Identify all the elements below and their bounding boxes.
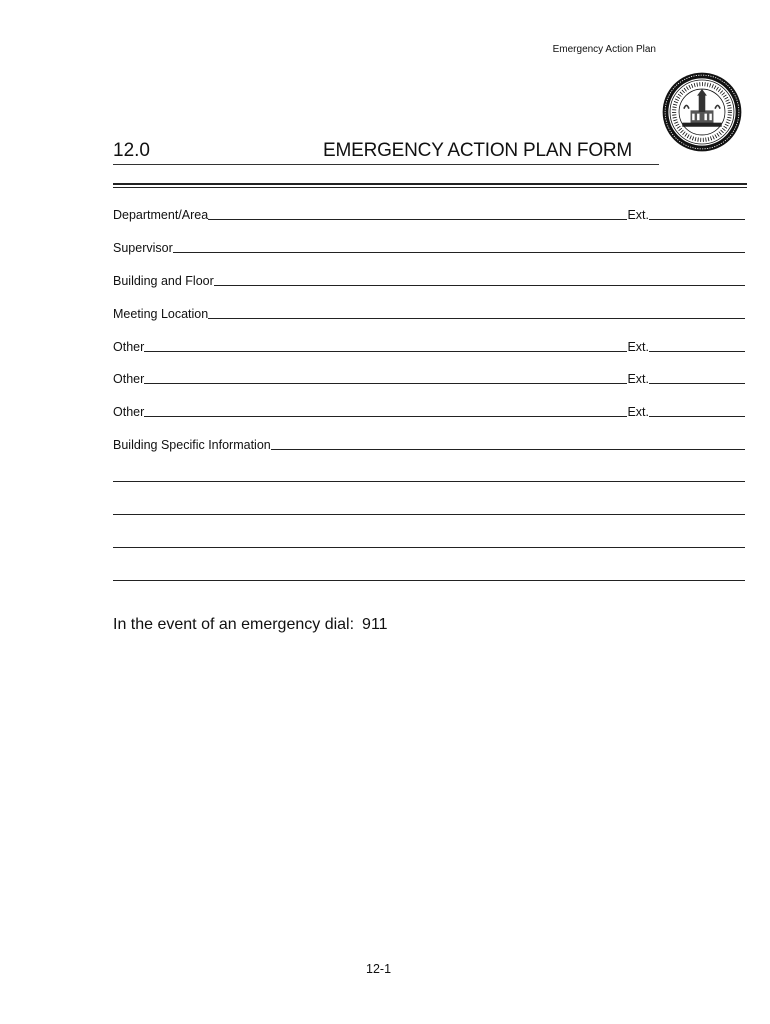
field-label: Building and Floor [113,274,214,288]
ext-blank[interactable] [649,338,745,352]
other-field-3[interactable] [113,403,745,419]
blank-writing-line[interactable] [113,547,745,548]
university-seal-icon [661,71,743,153]
field-label: Building Specific Information [113,438,271,452]
field-label: Department/Area [113,208,209,222]
supervisor-field[interactable] [113,239,745,255]
field-label: Supervisor [113,241,173,255]
field-blank[interactable] [271,436,745,450]
field-blank[interactable] [144,403,627,417]
field-blank[interactable] [208,305,745,319]
building-specific-info-field[interactable] [113,436,745,452]
title-underline [113,164,659,165]
emergency-instruction [113,616,388,634]
running-header: Emergency Action Plan [552,44,656,55]
field-label: Other [113,340,145,354]
blank-writing-line[interactable] [113,580,745,581]
ext-label: Ext. [627,372,649,386]
ext-blank[interactable] [649,403,745,417]
ext-label: Ext. [627,340,649,354]
blank-writing-line[interactable] [113,514,745,515]
field-blank[interactable] [173,239,745,253]
ext-blank[interactable] [649,370,745,384]
field-blank[interactable] [214,272,745,286]
building-floor-field[interactable] [113,272,745,288]
double-rule-bottom [113,187,747,188]
meeting-location-field[interactable] [113,305,745,321]
emergency-number: 911 [362,616,388,633]
ext-label: Ext. [627,405,649,419]
ext-label: Ext. [627,208,649,222]
field-blank[interactable] [144,338,627,352]
double-rule-top [113,183,747,185]
field-label: Other [113,372,145,386]
emergency-instruction-text: In the event of an emergency dial: [113,616,355,633]
field-label: Other [113,405,145,419]
other-field-2[interactable] [113,370,745,386]
section-title: EMERGENCY ACTION PLAN FORM [323,140,633,161]
page-number: 12-1 [366,962,392,976]
department-area-field[interactable] [113,206,745,222]
other-field-1[interactable] [113,338,745,354]
blank-writing-line[interactable] [113,481,745,482]
field-blank[interactable] [144,370,627,384]
field-label: Meeting Location [113,307,209,321]
ext-blank[interactable] [649,206,745,220]
field-blank[interactable] [208,206,627,220]
section-number: 12.0 [113,140,150,161]
